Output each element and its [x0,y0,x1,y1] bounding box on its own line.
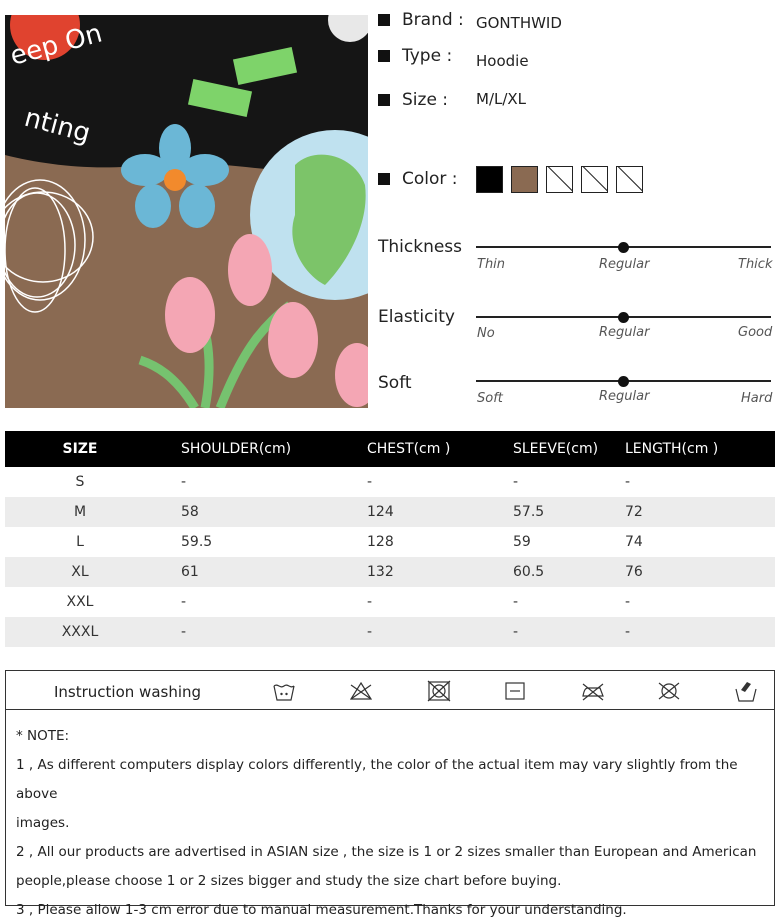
wash-30-icon [271,678,297,704]
cell-length: - [625,474,631,490]
thickness-high: Thick [738,257,773,272]
table-row [5,557,775,587]
size-label [378,90,448,110]
thickness-mid: Regular [599,257,650,272]
hand-wash-icon [733,678,759,704]
cell-size: XL [5,557,155,587]
washing-panel [5,670,775,918]
bullet-icon [378,50,390,62]
cell-sleeve: - [513,474,519,490]
bullet-icon [378,14,390,26]
soft-high: Hard [741,391,773,406]
elasticity-high: Good [738,325,773,340]
note-line-2b: people,please choose 1 or 2 sizes bigger and study the size chart before buying. [16,873,562,889]
size-value: M/L/XL [476,90,527,108]
color-swatches [476,166,643,193]
cell-shoulder: 58 [155,497,325,527]
elasticity-label: Elasticity [378,307,455,327]
header-sleeve: SLEEVE(cm) [470,431,600,467]
washing-header [6,671,774,710]
cell-size: XXL [66,594,94,610]
cell-length: - [625,594,631,610]
brand-label [378,10,464,30]
table-row [5,497,775,527]
cell-size: M [5,497,155,527]
brand-label-text: Brand : [402,10,464,30]
no-tumble-dry-icon [426,678,452,704]
cell-chest: 128 [367,534,394,550]
soft-marker [618,376,629,387]
cell-sleeve: 59 [513,534,531,550]
cell-shoulder: 61 [155,557,325,587]
cell-size: XXXL [5,617,155,647]
table-row [5,587,775,617]
soft-label: Soft [378,373,412,393]
product-photo [5,15,368,408]
color-label [378,169,458,189]
hoodie-print-illustration [5,15,368,408]
no-dry-clean-icon [656,678,682,704]
swatch-brown[interactable] [511,166,538,193]
swatch-empty [581,166,608,193]
note-line-1: 1 , As different computers display colors differently, the color of the actual item may vary slightly from the above [16,757,738,802]
cell-shoulder: - [181,474,187,490]
cell-length: - [600,617,775,647]
cell-shoulder: 59.5 [181,534,213,550]
cell-length: 74 [625,534,643,550]
dry-flat-icon [502,678,528,704]
notes-heading: * NOTE: [16,728,70,744]
soft-low: Soft [477,391,503,406]
cell-chest: 124 [325,497,470,527]
cell-size: L [76,534,84,550]
type-label-text: Type : [402,46,453,66]
cell-sleeve: 57.5 [470,497,600,527]
cell-chest: 132 [325,557,470,587]
header-shoulder: SHOULDER(cm) [155,431,325,467]
swatch-empty [616,166,643,193]
washing-title: Instruction washing [54,683,202,701]
size-chart-table [5,431,775,647]
table-row [5,617,775,647]
brand-value: GONTHWID [476,14,562,32]
cell-size: S [75,474,85,490]
type-label [378,46,452,66]
notes-section [6,710,774,920]
size-label-text: Size : [402,90,449,110]
cell-sleeve: - [470,617,600,647]
soft-mid: Regular [599,389,650,404]
swatch-black[interactable] [476,166,503,193]
header-chest: CHEST(cm ) [325,431,470,467]
elasticity-mid: Regular [599,325,650,340]
thickness-marker [618,242,629,253]
cell-sleeve: - [513,594,519,610]
color-label-text: Color : [402,169,458,189]
bullet-icon [378,173,390,185]
cell-length: 76 [600,557,775,587]
no-iron-icon [580,678,606,704]
header-size: SIZE [5,431,155,467]
cell-shoulder: - [181,594,187,610]
type-value: Hoodie [476,52,529,70]
note-line-1b: images. [16,815,70,831]
cell-chest: - [325,617,470,647]
cell-chest: - [367,594,373,610]
note-line-2: 2 , All our products are advertised in ASIAN size , the size is 1 or 2 sizes smaller than European and American [16,844,757,860]
cell-shoulder: - [155,617,325,647]
no-bleach-icon [348,678,374,704]
note-line-3: 3 , Please allow 1-3 cm error due to manual measurement.Thanks for your understanding. [16,902,627,918]
elasticity-low: No [477,326,495,341]
table-row [5,467,775,497]
cell-chest: - [367,474,373,490]
bullet-icon [378,94,390,106]
cell-length: 72 [600,497,775,527]
swatch-empty [546,166,573,193]
thickness-label: Thickness [378,237,463,257]
print-text-1: eep On [7,18,106,72]
cell-sleeve: 60.5 [470,557,600,587]
table-row [5,527,775,557]
header-length: LENGTH(cm ) [600,431,775,467]
print-text-2: nting [21,102,94,150]
table-header-row [5,431,775,467]
elasticity-marker [618,312,629,323]
thickness-low: Thin [477,257,506,272]
